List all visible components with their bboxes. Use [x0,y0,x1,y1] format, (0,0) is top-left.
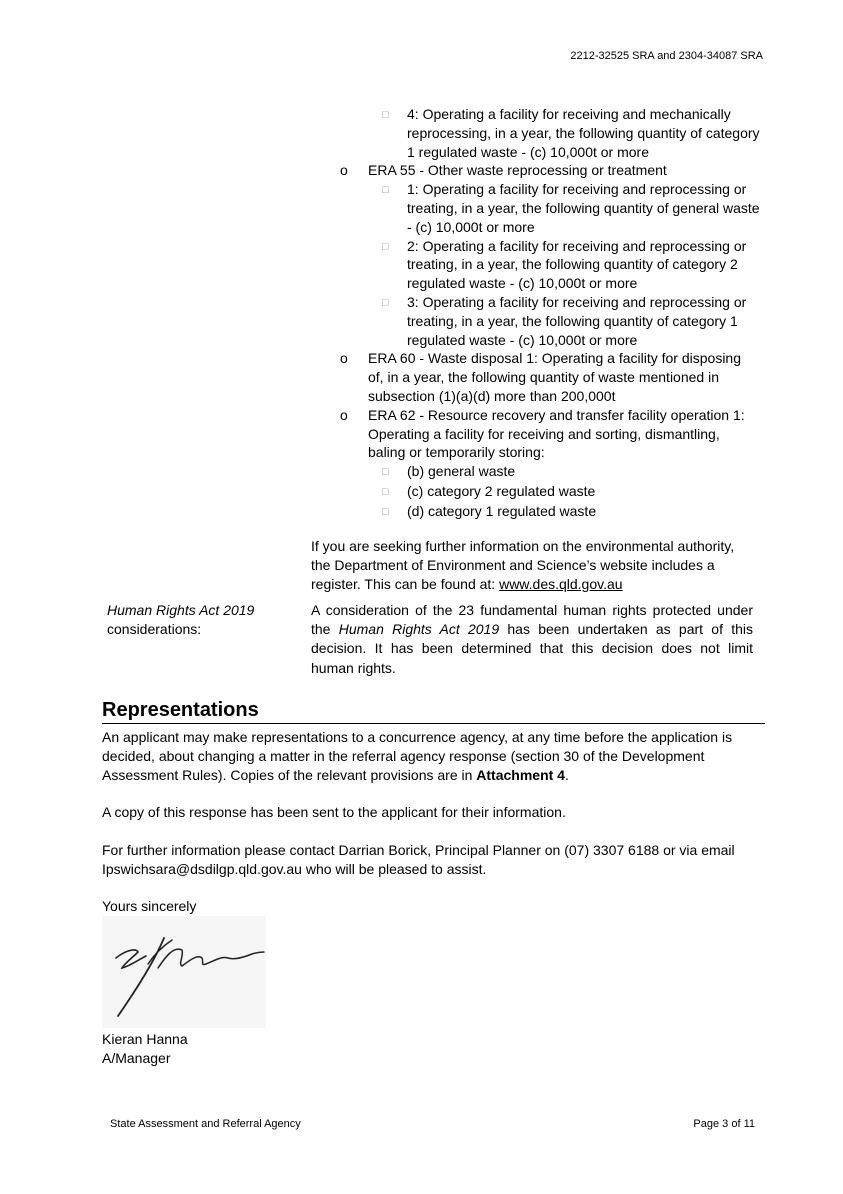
checkbox-square-icon: □ [382,466,389,479]
signatory-title: A/Manager [102,1050,171,1067]
handwritten-signature [102,916,266,1028]
checkbox-square-icon: □ [382,505,389,518]
footer-agency: State Assessment and Referral Agency [110,1118,301,1130]
bullet-o: o [340,406,348,423]
list-item: □ (d) category 1 regulated waste [382,502,760,522]
era-60-item: o ERA 60 - Waste disposal 1: Operating a facility for disposing of, in a year, the following quantity of waste mentioned in subsection (1)(a)(d) more than 200,000t [340,350,741,404]
bullet-o: o [340,350,348,367]
bullet-o: o [340,162,348,179]
signatory-block [102,1030,752,1068]
list-item: □ 1: Operating a facility for receiving and reprocessing or treating, in a year, the following quantity of general waste - (c) 10,000t or more [382,181,760,235]
representations-heading: Representations [102,699,765,724]
contact-paragraph: For further information please contact Darrian Borick, Principal Planner on (07) 3307 6188 or via email Ipswichsara@dsdilgp.qld.gov.au who will be pleased to assist. [102,842,735,878]
des-website-link[interactable]: www.des.qld.gov.au [499,575,623,592]
list-item: □ (c) category 2 regulated waste [382,482,760,502]
page-number: Page 3 of 11 [693,1118,755,1130]
checkbox-square-icon: □ [382,240,389,253]
checkbox-square-icon: □ [382,184,389,197]
signatory-name: Kieran Hanna [102,1031,188,1047]
human-rights-text: A consideration of the 23 fundamental human rights protected under the Human Rights Act 2019 has been undertaken as part of this decision. It has been determined that this decision does not limit human rights. [311,602,753,676]
era-55-item: o ERA 55 - Other waste reprocessing or treatment [340,162,667,179]
checkbox-square-icon: □ [382,109,389,121]
environmental-authority-info: If you are seeking further information on the environmental authority, the Department of Environment and Science’s website includes a register. This can be found at: www.des.qld.gov.au [311,538,735,592]
checkbox-square-icon: □ [382,296,389,309]
closing-salutation: Yours sincerely [102,898,197,914]
checkbox-square-icon: □ [382,485,389,498]
representations-paragraph: An applicant may make representations to a concurrence agency, at any time before the application is decided, about changing a matter in the referral agency response (section 30 of the Development Assessment Rules). Copies of the relevant provisions are in Attachment 4. [102,729,733,784]
copy-sent-paragraph: A copy of this response has been sent to the applicant for their information. [102,804,566,820]
list-item: □ 3: Operating a facility for receiving and reprocessing or treating, in a year, the following quantity of category 1 regulated waste - (c) 10,000t or more [382,293,747,348]
era-list [340,105,760,522]
human-rights-label: Human Rights Act 2019 considerations: [107,602,255,637]
era-62-item: o ERA 62 - Resource recovery and transfer facility operation 1: Operating a facility for receiving and sorting, dismantling, baling or temporarily storing: [340,406,745,461]
list-item: □ 2: Operating a facility for receiving and reprocessing or treating, in a year, the following quantity of category 2 regulated waste - (c) 10,000t or more [382,237,747,292]
document-reference: 2212-32525 SRA and 2304-34087 SRA [570,50,763,62]
list-item: □ 4: Operating a facility for receiving and mechanically reprocessing, in a year, the following quantity of category 1 regulated waste - (c) 10,000t or more [382,106,760,160]
list-item: □ (b) general waste [382,462,760,482]
